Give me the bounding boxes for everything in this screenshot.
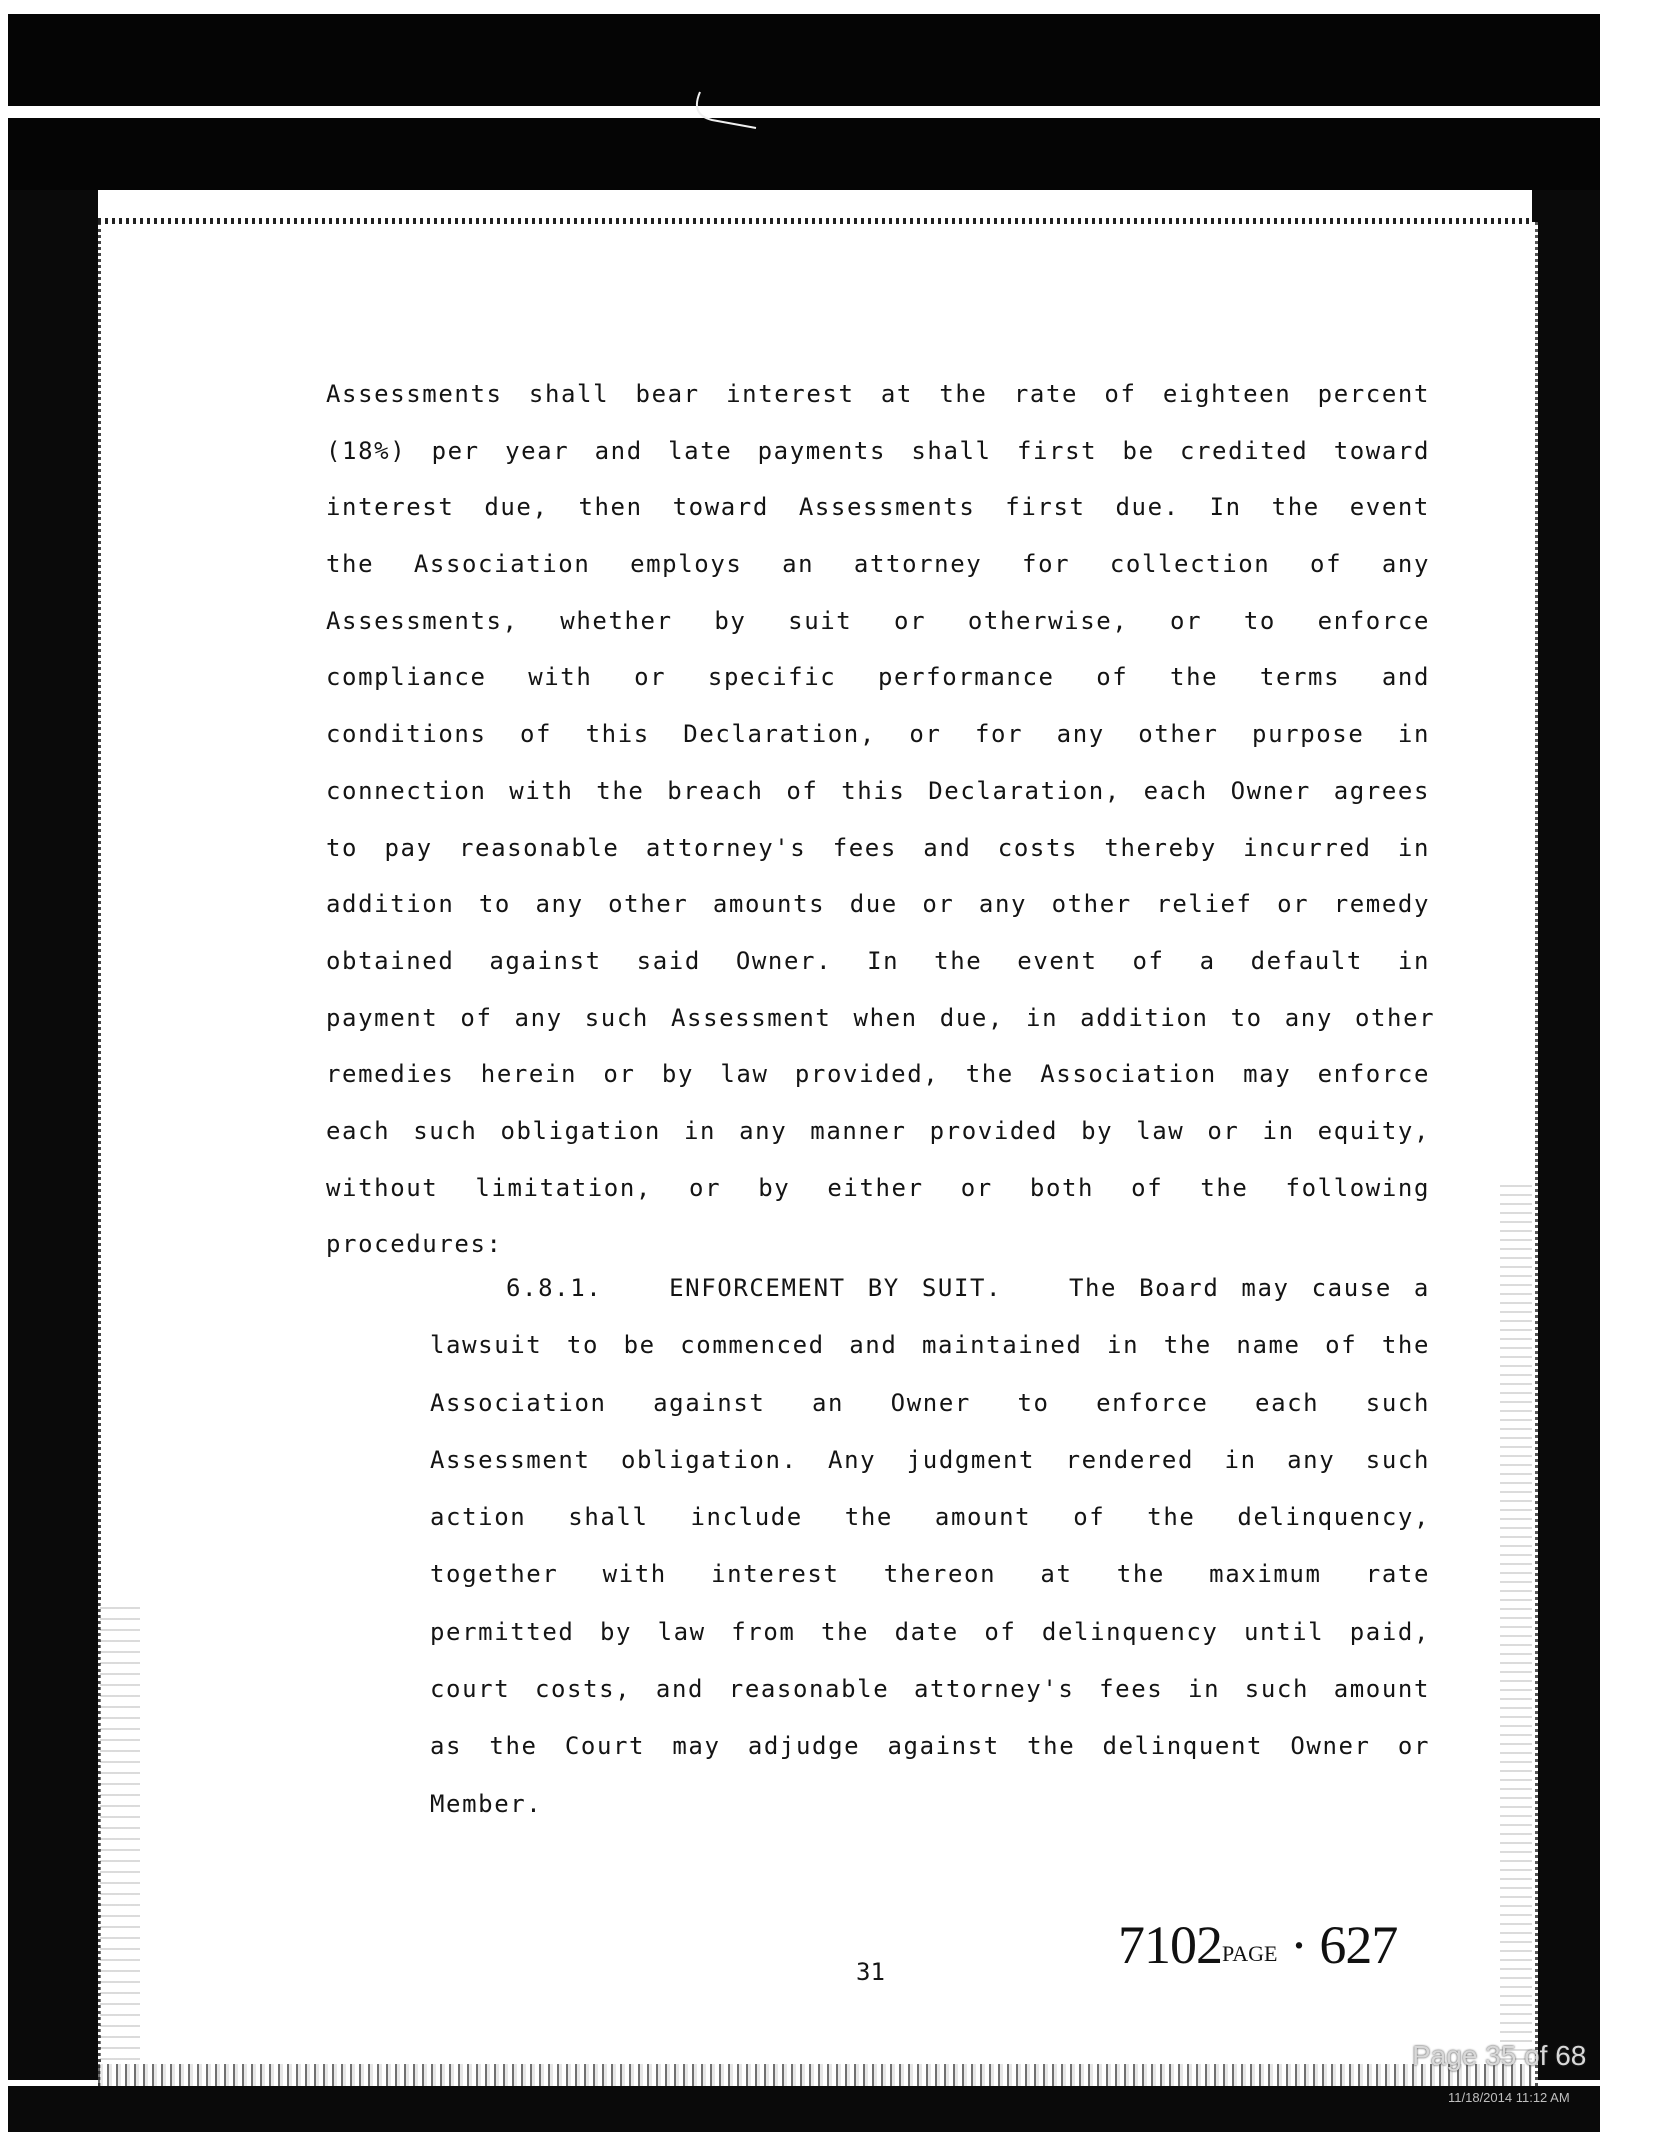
scan-bottom-border [8, 2086, 1600, 2132]
stamp-separator: · [1277, 1915, 1320, 1975]
paragraph-line: to pay reasonable attorney's fees and costs thereby incurred in [326, 833, 1430, 862]
paragraph-line: remedies herein or by law provided, the Association may enforce [326, 1060, 1430, 1089]
subsection-line: lawsuit to be commenced and maintained in the name of the [430, 1331, 1430, 1360]
paragraph-line: payment of any such Assessment when due, in addition to any other [326, 1003, 1436, 1032]
paragraph-line: interest due, then toward Assessments first due. In the event [326, 493, 1430, 522]
subsection-number: 6.8.1. [506, 1274, 603, 1302]
viewer-timestamp: 11/18/2014 11:12 AM [1448, 2090, 1570, 2105]
scan-noise-right [1500, 1180, 1532, 2060]
scan-left-border [8, 190, 98, 2080]
paragraph-line: without limitation, or by either or both of the following [326, 1173, 1430, 1202]
subsection-line: as the Court may adjudge against the delinquent Owner or [430, 1732, 1430, 1761]
subsection-line: Association against an Owner to enforce each such [430, 1388, 1430, 1417]
scan-noise-left [100, 1600, 140, 2060]
scan-right-border [1532, 190, 1600, 2080]
scan-top-border [8, 14, 1600, 106]
paragraph-line: the Association employs an attorney for collection of any [326, 550, 1430, 579]
book-page-stamp [1118, 1914, 1397, 1976]
subsection-line: Member. [430, 1789, 543, 1818]
subsection-line: Assessment obligation. Any judgment rendered in any such [430, 1445, 1430, 1474]
subsection-first-line-rest: The Board may cause a [1068, 1274, 1430, 1302]
paragraph-line: (18%) per year and late payments shall first be credited toward [326, 436, 1430, 465]
subsection-line: action shall include the amount of the delinquency, [430, 1503, 1430, 1532]
paragraph-line: addition to any other amounts due or any other relief or remedy [326, 890, 1430, 919]
stamp-book-number: 7102 [1118, 1915, 1222, 1975]
paragraph-line: each such obligation in any manner provided by law or in equity, [326, 1116, 1430, 1145]
paragraph-line: connection with the breach of this Declaration, each Owner agrees [326, 776, 1430, 805]
subsection-heading: ENFORCEMENT BY SUIT. [669, 1274, 1003, 1302]
stamp-page-number: 627 [1319, 1915, 1398, 1975]
paragraph-line: procedures: [326, 1230, 503, 1259]
paragraph-line: Assessments, whether by suit or otherwise, or to enforce [326, 606, 1430, 635]
page-top-edge [98, 218, 1532, 224]
paragraph-line: conditions of this Declaration, or for any other purpose in [326, 720, 1430, 749]
subsection-6-8-1 [430, 1260, 1430, 1833]
subsection-line: court costs, and reasonable attorney's fees in such amount [430, 1675, 1430, 1704]
viewer-page-indicator: Page 35 of 68 [1412, 2040, 1587, 2071]
subsection-line: permitted by law from the date of delinquency until paid, [430, 1617, 1430, 1646]
page-number: 31 [856, 1958, 885, 1986]
paragraph-line: obtained against said Owner. In the event of a default in [326, 946, 1430, 975]
stamp-page-label: PAGE [1222, 1941, 1278, 1966]
subsection-line: together with interest thereon at the maximum rate [430, 1560, 1430, 1589]
paragraph-line: Assessments shall bear interest at the rate of eighteen percent [326, 380, 1430, 408]
pen-mark-icon [690, 86, 760, 136]
page-bottom-edge [98, 2064, 1532, 2086]
paragraph-line: compliance with or specific performance of the terms and [326, 663, 1430, 692]
scan-top-border-lower [8, 118, 1600, 190]
subsection-first-line [506, 1260, 1430, 1317]
main-paragraph [326, 366, 1436, 1273]
